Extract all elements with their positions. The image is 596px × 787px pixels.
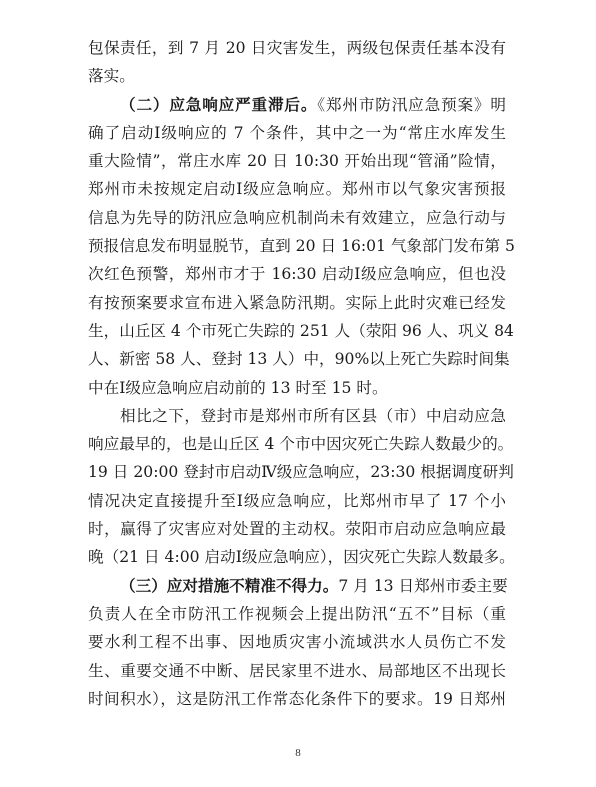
text-segment: 生、重要交通不中断、居民家里不进水、局部地区不出现长 <box>88 661 506 680</box>
text-line <box>88 232 515 260</box>
text-segment: 重大险情”，常庄水库 20 日 10:30 开始出现“管涌”险情， <box>88 152 506 171</box>
text-segment: 响应最早的，也是山丘区 4 个市中因灾死亡失踪人数最少的。 <box>88 435 514 454</box>
text-segment: 晚（21 日 4:00 启动Ⅰ级应急响应），因灾死亡失踪人数最多。 <box>88 548 515 567</box>
text-segment: 落实。 <box>88 67 135 86</box>
text-line <box>88 62 506 90</box>
text-line <box>88 175 506 203</box>
text-segment: 要水利工程不出事、因地质灾害小流域洪水人员伤亡不发 <box>88 633 506 652</box>
text-line <box>88 600 506 628</box>
text-segment: 确了启动Ⅰ级响应的 7 个条件，其中之一为“常庄水库发生 <box>88 123 506 142</box>
page-number: 8 <box>295 747 301 759</box>
text-line <box>88 345 510 373</box>
text-segment: 次红色预警，郑州市才于 16:30 启动Ⅰ级应急响应，但也没 <box>88 265 506 284</box>
text-line <box>88 317 514 345</box>
text-line <box>88 260 506 288</box>
text-line <box>88 430 514 458</box>
text-segment: 中在Ⅰ级应急响应启动前的 13 时至 15 时。 <box>88 378 388 397</box>
text-line <box>88 374 506 402</box>
text-segment: 人、新密 58 人、登封 13 人）中，90%以上死亡失踪时间集 <box>88 350 510 369</box>
text-line <box>88 487 506 515</box>
text-line <box>88 34 506 62</box>
text-line <box>88 628 506 656</box>
text-segment: 包保责任，到 7 月 20 日灾害发生，两级包保责任基本没有 <box>88 39 506 57</box>
text-segment: 郑州市未按规定启动Ⅰ级应急响应。郑州市以气象灾害预报 <box>88 180 506 199</box>
text-segment: 预报信息发布明显脱节，直到 20 日 16:01 气象部门发布第 5 <box>88 237 515 256</box>
text-line <box>88 289 506 317</box>
text-line <box>88 119 506 147</box>
text-line <box>88 685 506 713</box>
text-line <box>88 657 506 685</box>
text-segment: 相比之下，登封市是郑州市所有区县（市）中启动应急 <box>120 406 506 425</box>
text-segment: 19 日 20:00 登封市启动Ⅳ级应急响应，23:30 根据调度研判 <box>88 463 514 482</box>
text-segment: 时，赢得了灾害应对处置的主动权。荥阳市启动应急响应最 <box>88 520 506 539</box>
text-line <box>88 204 506 232</box>
text-segment: 生，山丘区 4 个市死亡失踪的 251 人（荥阳 96 人、巩义 84 <box>88 321 514 340</box>
text-line <box>88 458 514 486</box>
section-heading: （二）应急响应严重滞后。 <box>120 94 318 114</box>
text-segment: 7 月 13 日郑州市委主要 <box>338 576 508 595</box>
text-line <box>88 543 515 571</box>
text-segment: 情况决定直接提升至Ⅰ级应急响应，比郑州市早了 17 个小 <box>88 491 506 510</box>
text-line <box>88 572 506 600</box>
text-line <box>88 147 506 175</box>
text-line <box>88 515 506 543</box>
text-segment: 时间积水），这是防汛工作常态化条件下的要求。19 日郑州 <box>88 689 506 708</box>
text-line <box>88 402 506 430</box>
text-segment: 信息为先导的防汛应急响应机制尚未有效建立，应急行动与 <box>88 208 506 227</box>
text-segment: 负责人在全市防汛工作视频会上提出防汛“五不”目标（重 <box>88 604 506 623</box>
text-line <box>88 91 506 119</box>
text-segment: 有按预案要求宣布进入紧急防汛期。实际上此时灾难已经发 <box>88 293 506 312</box>
text-segment: 《郑州市防汛应急预案》明 <box>317 95 506 114</box>
body-text <box>88 34 515 713</box>
section-heading: （三）应对措施不精准不得力。 <box>120 575 339 595</box>
